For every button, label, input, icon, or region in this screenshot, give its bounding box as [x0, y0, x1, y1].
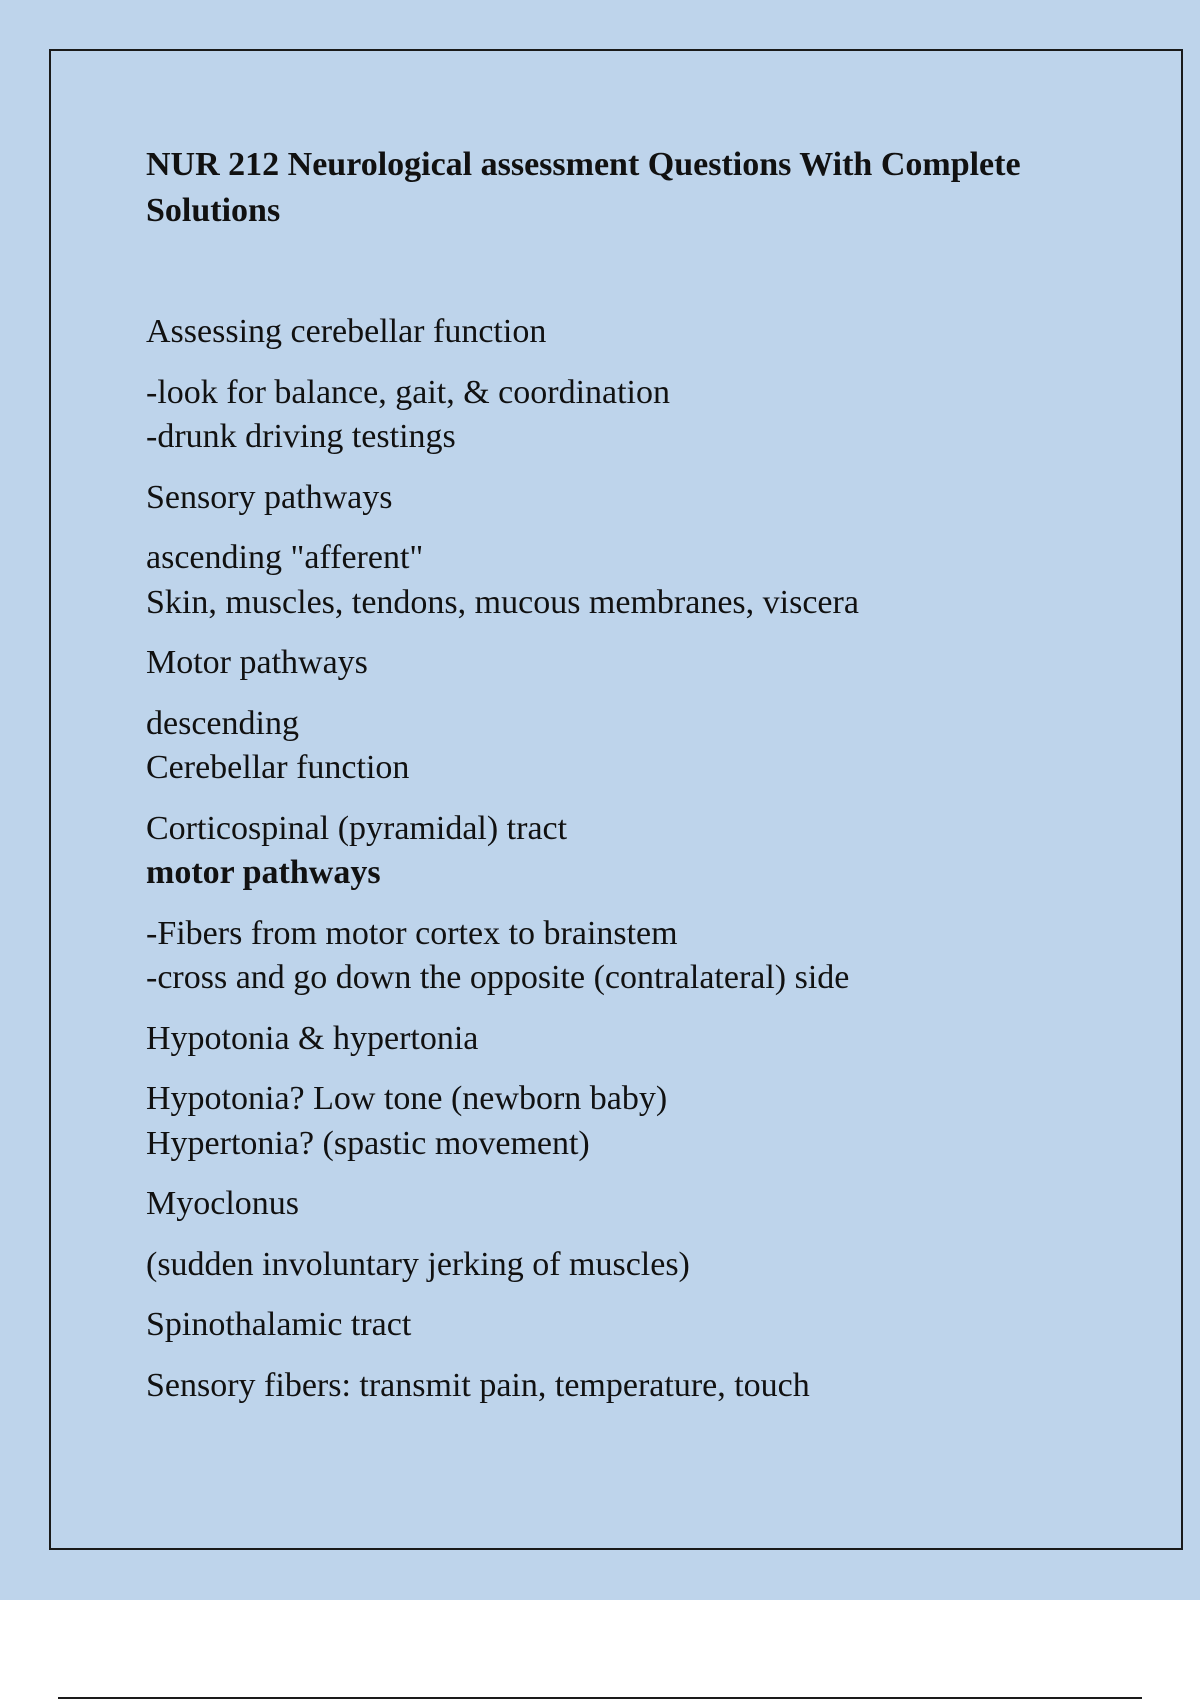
text-line: Hypertonia? (spastic movement)	[146, 1124, 590, 1162]
text-block	[146, 1303, 1106, 1348]
text-line: Myoclonus	[146, 1185, 299, 1222]
text-line: Motor pathways	[146, 644, 368, 681]
text-block	[146, 371, 1106, 460]
text-line: Hypotonia & hypertonia	[146, 1019, 479, 1057]
document-title: NUR 212 Neurological assessment Questions With Complete Solutions	[146, 146, 1021, 229]
text-line: Corticospinal (pyramidal) tract	[146, 809, 568, 847]
text-block	[146, 641, 1106, 686]
text-block	[146, 1364, 1106, 1409]
text-line: -cross and go down the opposite (contralateral) side	[146, 959, 850, 996]
text-line: Hypotonia? Low tone (newborn baby)	[146, 1080, 668, 1117]
text-line: Spinothalamic tract	[146, 1306, 412, 1343]
text-line: -Fibers from motor cortex to brainstem	[146, 914, 678, 952]
text-block	[146, 310, 1106, 355]
document-body	[146, 310, 1106, 1424]
text-line: ascending "afferent"	[146, 539, 424, 576]
text-block	[146, 1182, 1106, 1227]
text-block	[146, 1017, 1106, 1062]
text-line: Sensory pathways	[146, 478, 393, 516]
text-line: Assessing cerebellar function	[146, 313, 547, 350]
text-line: motor pathways	[146, 854, 381, 891]
text-line: Cerebellar function	[146, 749, 410, 786]
text-line: Sensory fibers: transmit pain, temperature, touch	[146, 1366, 810, 1404]
text-block	[146, 702, 1106, 791]
text-block	[146, 476, 1106, 521]
text-line: descending	[146, 704, 299, 742]
text-line: (sudden involuntary jerking of muscles)	[146, 1245, 690, 1283]
text-block	[146, 807, 1106, 896]
text-block	[146, 536, 1106, 625]
text-block	[146, 912, 1106, 1001]
text-block	[146, 1243, 1106, 1288]
text-line: -look for balance, gait, & coordination	[146, 373, 670, 411]
footer-divider	[58, 1697, 1142, 1699]
text-line: -drunk driving testings	[146, 418, 456, 455]
text-block	[146, 1077, 1106, 1166]
text-line: Skin, muscles, tendons, mucous membranes, viscera	[146, 583, 859, 621]
